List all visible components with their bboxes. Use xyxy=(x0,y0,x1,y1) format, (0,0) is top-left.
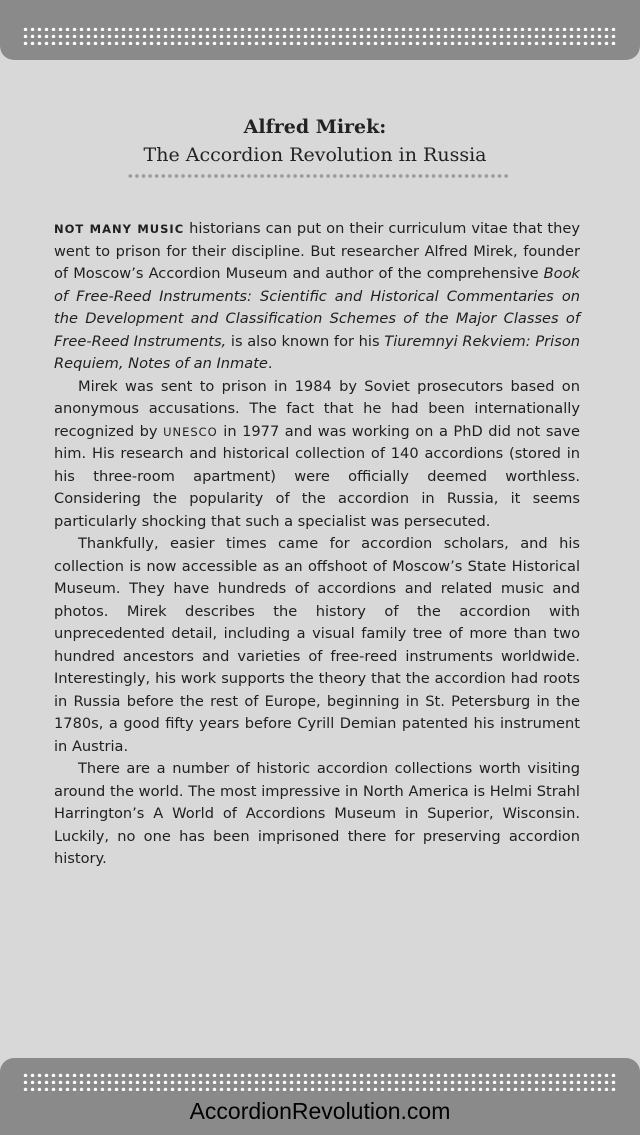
band-dots xyxy=(22,1086,618,1091)
lead-in: NOT MANY MUSIC xyxy=(54,222,185,236)
paragraph-2 xyxy=(54,376,580,534)
band-dots xyxy=(22,40,618,45)
paragraph-4: There are a number of historic accordion collections worth visiting around the world. The most impressive in North America is Helmi Strahl Harrington’s A World of Accordions Museum in Superior, Wisconsin. Luckily, no one has been imprisoned there for preserving accordion history. xyxy=(54,760,580,867)
footer-url[interactable]: AccordionRevolution.com xyxy=(189,1098,451,1124)
text: is also known for his xyxy=(226,332,385,350)
page-title xyxy=(0,113,630,169)
article-body xyxy=(54,218,580,871)
top-decorative-band xyxy=(0,0,640,60)
text: Mirek was sent to prison in 1984 by Soviet prosecutors based on anonymous accusations. The fact that he had been internationally recognized by xyxy=(54,377,580,440)
band-dots xyxy=(22,33,618,38)
text: historians can put on their curriculum vitae that they went to prison for their discipline. But researcher Alfred Mirek, founder of Moscow’s Accordion Museum and author of the comprehensive xyxy=(54,220,580,282)
text: . xyxy=(267,355,273,372)
text: in 1977 and was working on a PhD did not save him. His research and historical collection of 140 accordions (stored in his three-room apartment) were officially deemed worthless. Considering the popularity of the accordion in Russia, it seems particularly shocking that such a specialist was persecuted. xyxy=(54,422,580,530)
band-dots xyxy=(22,26,618,31)
title-dotted-divider xyxy=(127,173,509,179)
paragraph-3: Thankfully, easier times came for accordion scholars, and his collection is now accessible as an offshoot of Moscow’s State Historical Museum. They have hundreds of accordions and related music and photos. Mirek describes the history of the accordion with unprecedented detail, including a visual family tree of more than two hundred ancestors and varieties of free-reed instruments worldwide. Interestingly, his work supports the theory that the accordion had roots in Russia before the rest of Europe, beginning in St. Petersburg in the 1780s, a good fifty years before Cyrill Demian patented his instrument in Austria. xyxy=(54,535,580,755)
title-line-2: The Accordion Revolution in Russia xyxy=(143,144,487,166)
book-title: Tiuremnyi Rekviem: Prison Requiem, Notes of an Inmate xyxy=(54,332,581,372)
book-title: Book of Free-Reed Instruments: Scientific and Historical Commentaries on the Development and Classification Schemes of the Major Classes of Free-Reed Instruments, xyxy=(54,265,580,350)
band-dots xyxy=(22,1072,618,1077)
title-line-1: Alfred Mirek: xyxy=(243,116,387,138)
org-name: UNESCO xyxy=(163,424,218,439)
band-dots xyxy=(22,1079,618,1084)
paragraph-1 xyxy=(54,218,580,376)
